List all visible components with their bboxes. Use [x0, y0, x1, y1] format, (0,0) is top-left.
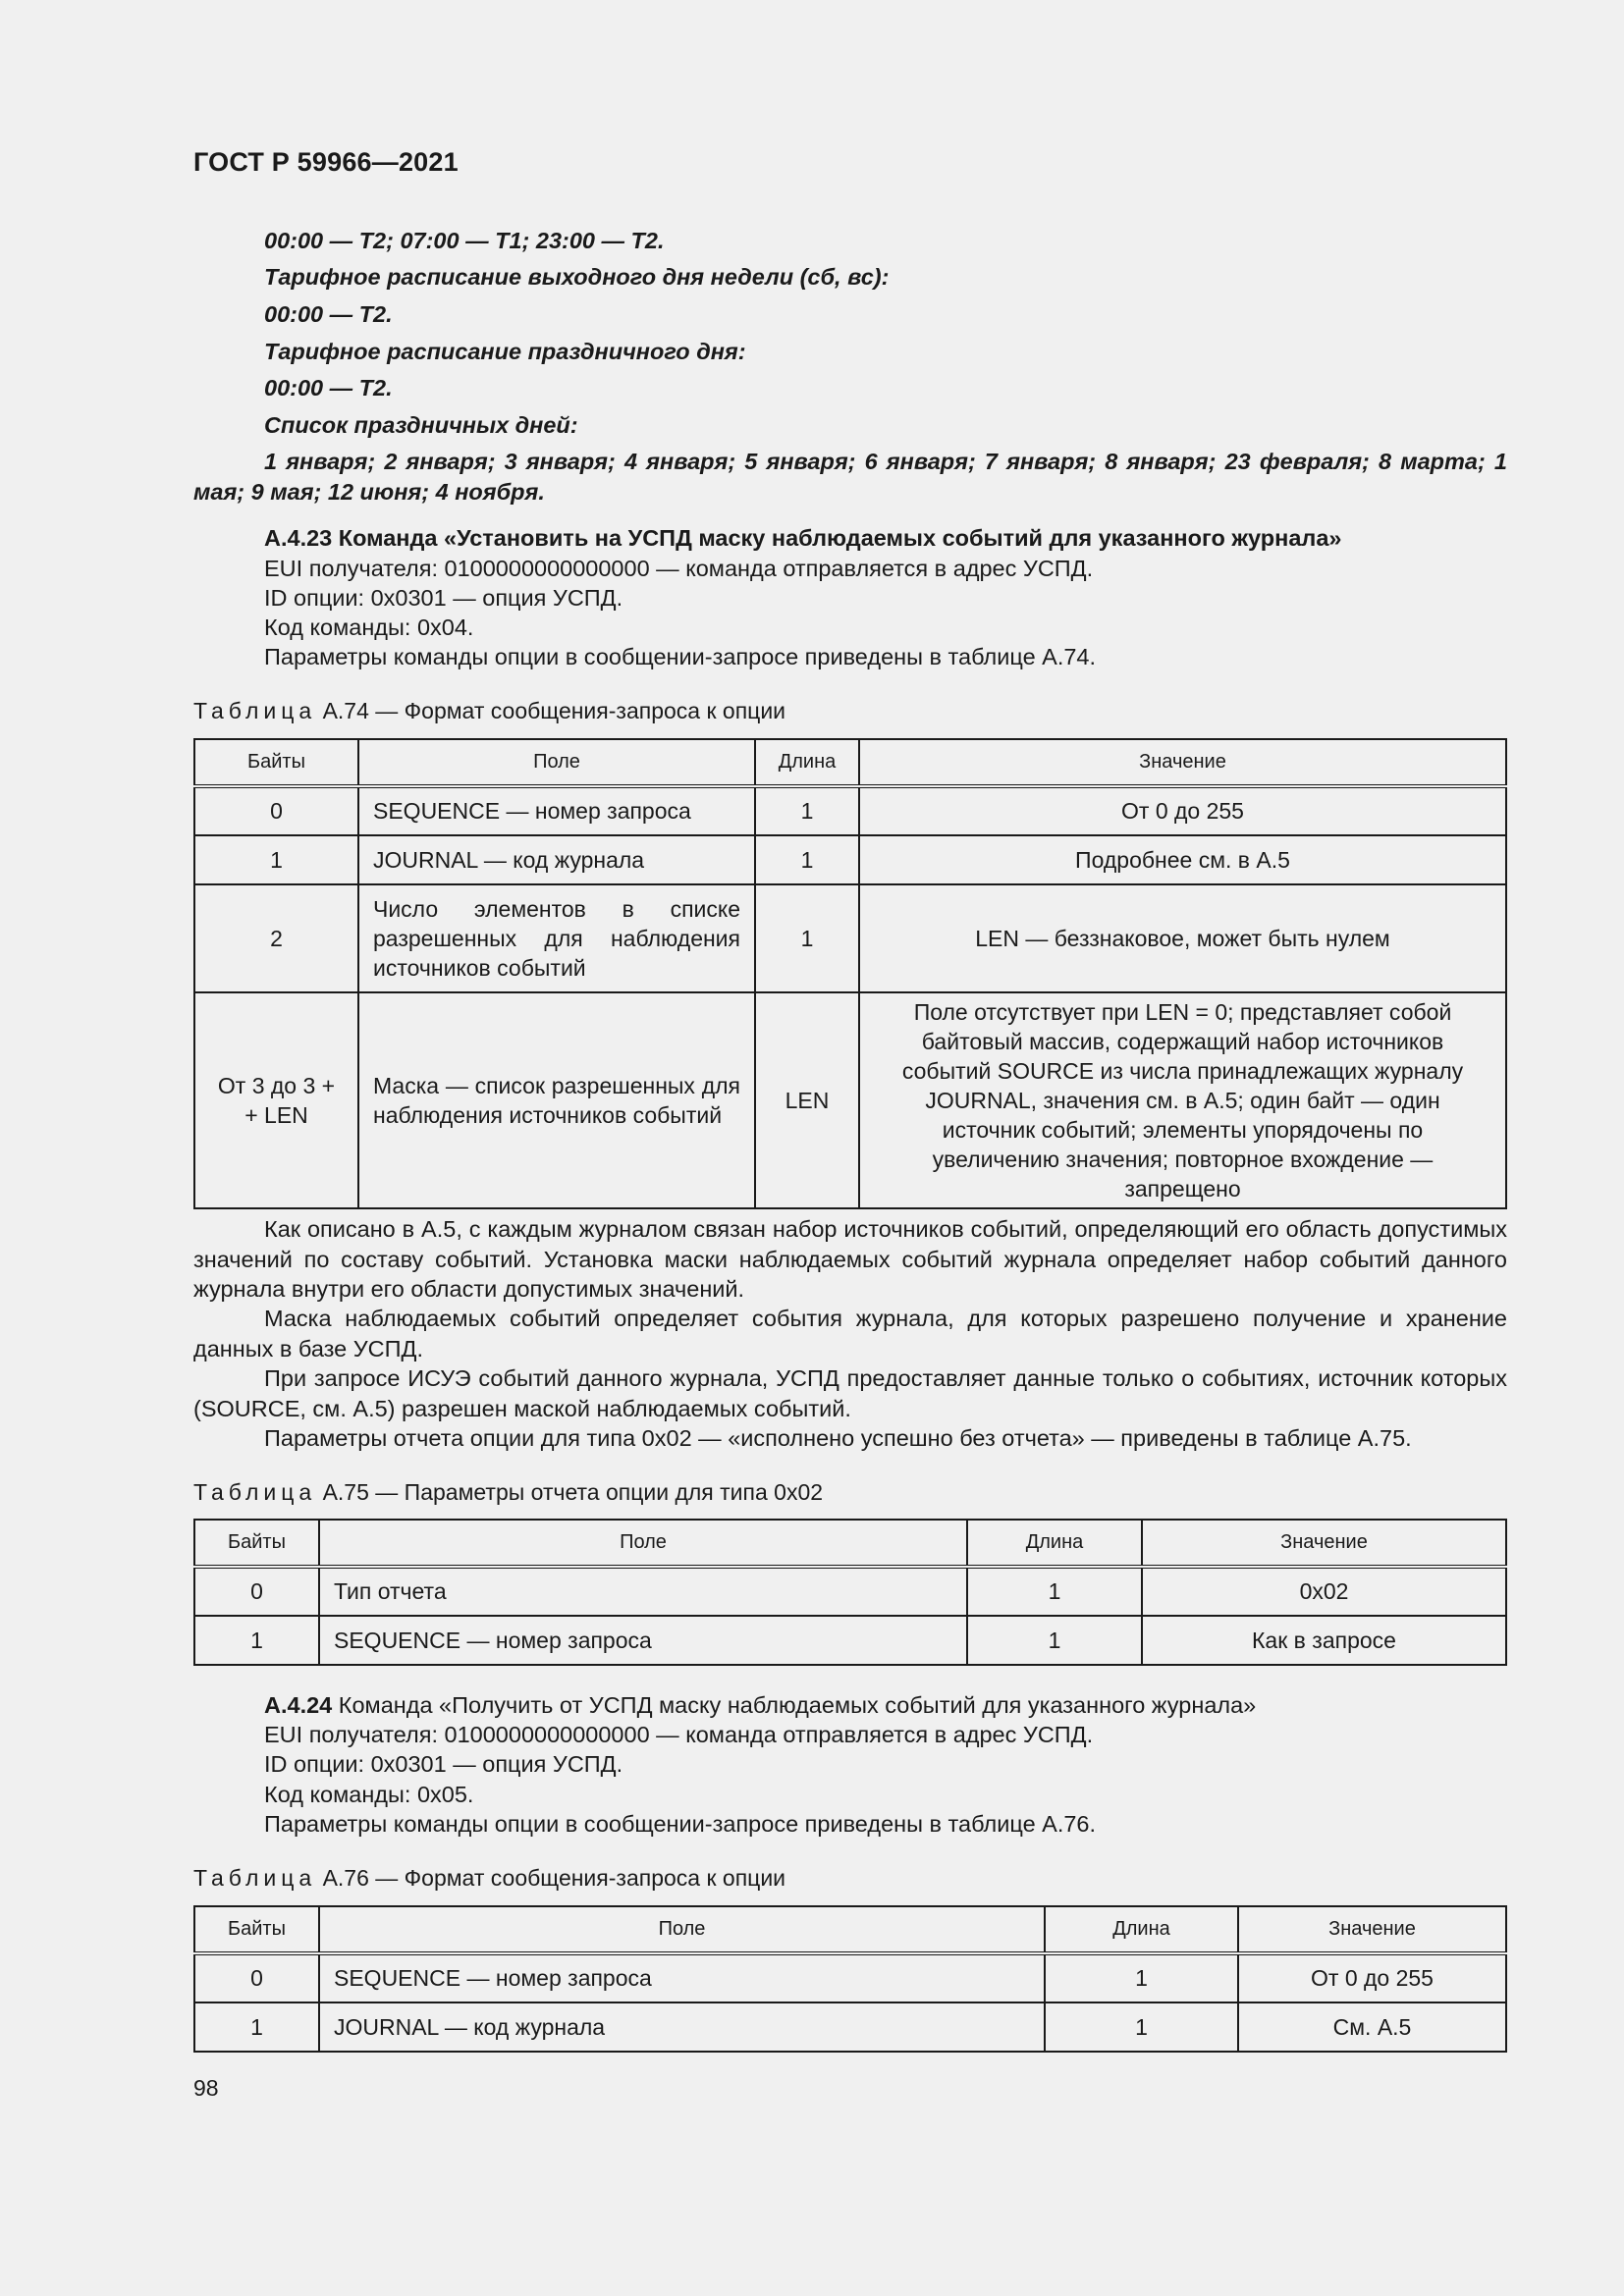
- table-cell: От 0 до 255: [1238, 1953, 1506, 2002]
- paragraph: Маска наблюдаемых событий определяет события журнала, для которых разрешено получение и хранение данных в базе УСПД.: [193, 1306, 1507, 1362]
- table-caption-text: А.74 — Формат сообщения-запроса к опции: [322, 698, 786, 723]
- section-option-id: ID опции: 0x0301 — опция УСПД.: [264, 585, 623, 611]
- schedule-line: Тарифное расписание праздничного дня:: [264, 339, 746, 364]
- table-cell: JOURNAL — код журнала: [358, 835, 755, 884]
- section-title-text: Команда «Получить от УСПД маску наблюдаемых событий для указанного журнала»: [338, 1692, 1257, 1718]
- table-header-cell: Байты: [194, 1906, 319, 1953]
- table-cell: 1: [755, 786, 859, 835]
- schedule-line: Список праздничных дней:: [264, 412, 578, 438]
- table-cell: См. А.5: [1238, 2002, 1506, 2052]
- table-cell: 1: [755, 835, 859, 884]
- table-caption-text: А.76 — Формат сообщения-запроса к опции: [322, 1865, 786, 1891]
- table-cell: SEQUENCE — номер запроса: [358, 786, 755, 835]
- table-cell: Тип отчета: [319, 1567, 967, 1616]
- section-eui: EUI получателя: 0100000000000000 — команда отправляется в адрес УСПД.: [264, 1722, 1094, 1747]
- table-cell: 1: [194, 2002, 319, 2052]
- section-command-code: Код команды: 0x04.: [264, 614, 474, 640]
- section-eui: EUI получателя: 0100000000000000 — команда отправляется в адрес УСПД.: [264, 556, 1094, 581]
- table-cell: 1: [194, 1616, 319, 1665]
- table-row: [194, 1953, 1506, 2002]
- table-cell: SEQUENCE — номер запроса: [319, 1953, 1045, 2002]
- table-row: [194, 1616, 1506, 1665]
- table-cell: Подробнее см. в А.5: [859, 835, 1506, 884]
- table-cell: LEN — беззнаковое, может быть нулем: [859, 884, 1506, 992]
- table-caption-label: Таблица: [193, 1479, 317, 1505]
- table-cell: Как в запросе: [1142, 1616, 1506, 1665]
- table-cell: SEQUENCE — номер запроса: [319, 1616, 967, 1665]
- table-cell: От 3 до 3 + + LEN: [194, 992, 358, 1208]
- table-cell: 1: [967, 1567, 1142, 1616]
- table-cell: От 0 до 255: [859, 786, 1506, 835]
- table-cell: Маска — список разрешенных для наблюдения источников событий: [358, 992, 755, 1208]
- table-cell: 0: [194, 1567, 319, 1616]
- table-caption: [193, 1865, 785, 1892]
- table-header-cell: Байты: [194, 1520, 319, 1567]
- table-header-cell: Поле: [319, 1520, 967, 1567]
- schedule-line: 00:00 — Т2.: [264, 375, 393, 400]
- table-row: [194, 884, 1506, 992]
- table-caption-text: А.75 — Параметры отчета опции для типа 0x02: [322, 1479, 824, 1505]
- paragraph: Параметры отчета опции для типа 0x02 — «исполнено успешно без отчета» — приведены в таблице А.75.: [264, 1425, 1412, 1451]
- table-cell: 1: [194, 835, 358, 884]
- page-number: 98: [193, 2075, 219, 2101]
- table-cell: 1: [755, 884, 859, 992]
- table-row: [194, 786, 1506, 835]
- table-cell: 0x02: [1142, 1567, 1506, 1616]
- section-number: А.4.24: [264, 1692, 333, 1718]
- table-row: [194, 835, 1506, 884]
- table-cell: 1: [1045, 1953, 1238, 2002]
- section-option-id: ID опции: 0x0301 — опция УСПД.: [264, 1751, 623, 1777]
- table-row: [194, 2002, 1506, 2052]
- table-header-cell: Длина: [1045, 1906, 1238, 1953]
- table-row: [194, 1567, 1506, 1616]
- table-a74: [193, 738, 1507, 1209]
- section-title: А.4.23 Команда «Установить на УСПД маску наблюдаемых событий для указанного журнала»: [264, 525, 1342, 551]
- table-a75: [193, 1519, 1507, 1666]
- schedule-line: Тарифное расписание выходного дня недели (сб, вс):: [264, 264, 890, 290]
- section-params: Параметры команды опции в сообщении-запросе приведены в таблице А.74.: [264, 644, 1097, 669]
- paragraph: При запросе ИСУЭ событий данного журнала, УСПД предоставляет данные только о событиях, источник которых (SOURCE, см. А.5) разрешен маской наблюдаемых событий.: [193, 1365, 1507, 1421]
- table-a76: [193, 1905, 1507, 2053]
- schedule-line: 00:00 — Т2.: [264, 301, 393, 327]
- table-caption: [193, 698, 785, 724]
- document-header: ГОСТ Р 59966—2021: [193, 147, 459, 177]
- table-row: [194, 992, 1506, 1208]
- table-header-cell: Байты: [194, 739, 358, 786]
- table-cell: 2: [194, 884, 358, 992]
- holiday-list: 1 января; 2 января; 3 января; 4 января; 5 января; 6 января; 7 января; 8 января; 23 февраля; 8 марта; 1 мая; 9 мая; 12 июня; 4 ноября.: [193, 449, 1507, 505]
- table-caption-label: Таблица: [193, 1865, 317, 1891]
- table-cell: JOURNAL — код журнала: [319, 2002, 1045, 2052]
- schedule-line: 00:00 — Т2; 07:00 — Т1; 23:00 — Т2.: [264, 228, 665, 253]
- section-params: Параметры команды опции в сообщении-запросе приведены в таблице А.76.: [264, 1811, 1097, 1837]
- table-cell: Поле отсутствует при LEN = 0; представляет собой байтовый массив, содержащий набор источников событий SOURCE из числа принадлежащих журналу JOURNAL, значения см. в А.5; один байт — один источник событий; элементы упорядочены по увеличению значения; повторное вхождение — запрещено: [859, 992, 1506, 1208]
- table-header-cell: Значение: [1238, 1906, 1506, 1953]
- table-header-cell: Поле: [358, 739, 755, 786]
- table-cell: LEN: [755, 992, 859, 1208]
- table-caption-label: Таблица: [193, 698, 317, 723]
- table-cell: 0: [194, 1953, 319, 2002]
- table-header-cell: Длина: [755, 739, 859, 786]
- table-cell: 1: [967, 1616, 1142, 1665]
- table-cell: 0: [194, 786, 358, 835]
- table-header-cell: Длина: [967, 1520, 1142, 1567]
- table-header-cell: Значение: [1142, 1520, 1506, 1567]
- table-cell: Число элементов в списке разрешенных для наблюдения источников событий: [358, 884, 755, 992]
- table-header-cell: Поле: [319, 1906, 1045, 1953]
- section-command-code: Код команды: 0x05.: [264, 1782, 474, 1807]
- table-cell: 1: [1045, 2002, 1238, 2052]
- table-caption: [193, 1479, 823, 1506]
- paragraph: Как описано в А.5, с каждым журналом связан набор источников событий, определяющий его область допустимых значений по составу событий. Установка маски наблюдаемых событий журнала определяет набор событий данного журнала внутри его области допустимых значений.: [193, 1216, 1507, 1302]
- table-header-cell: Значение: [859, 739, 1506, 786]
- section-title: [193, 1690, 1507, 1720]
